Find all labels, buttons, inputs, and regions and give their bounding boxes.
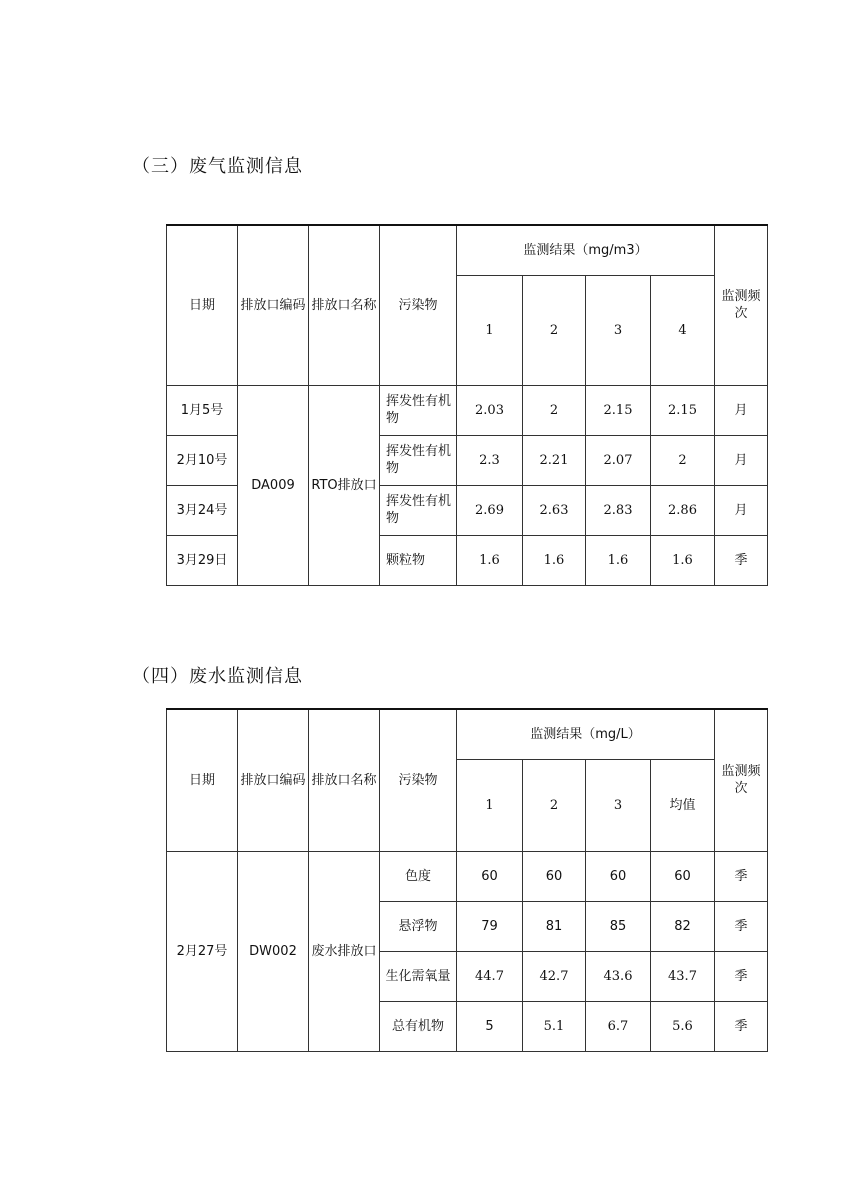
header-col-2: 2 (523, 275, 586, 385)
pollutant-cell: 挥发性有机物 (380, 435, 457, 485)
pollutant-cell: 颗粒物 (380, 535, 457, 585)
value-cell: 2.86 (651, 485, 715, 535)
frequency-cell: 季 (715, 901, 768, 951)
value-cell: 60 (523, 851, 586, 901)
value-cell: 1.6 (523, 535, 586, 585)
value-cell: 1.6 (457, 535, 523, 585)
air-monitoring-table (166, 224, 768, 586)
value-cell: 79 (457, 901, 523, 951)
value-cell: 2.07 (586, 435, 651, 485)
value-cell: 85 (586, 901, 651, 951)
value-cell: 2 (523, 385, 586, 435)
header-col-1: 1 (457, 759, 523, 851)
value-cell: 2 (651, 435, 715, 485)
water-monitoring-table (166, 708, 768, 1052)
value-cell: 2.69 (457, 485, 523, 535)
pollutant-cell: 悬浮物 (380, 901, 457, 951)
header-frequency: 监测频次 (715, 225, 768, 385)
value-cell: 42.7 (523, 951, 586, 1001)
value-cell: 60 (457, 851, 523, 901)
value-cell: 5 (457, 1001, 523, 1051)
frequency-cell: 月 (715, 385, 768, 435)
value-cell: 1.6 (651, 535, 715, 585)
frequency-cell: 季 (715, 535, 768, 585)
value-cell: 2.83 (586, 485, 651, 535)
header-outlet-code: 排放口编码 (238, 709, 309, 851)
pollutant-cell: 挥发性有机物 (380, 485, 457, 535)
pollutant-cell: 色度 (380, 851, 457, 901)
outlet-name-cell: RTO排放口 (309, 385, 380, 585)
frequency-cell: 季 (715, 951, 768, 1001)
header-frequency: 监测频次 (715, 709, 768, 851)
value-cell: 82 (651, 901, 715, 951)
value-cell: 2.21 (523, 435, 586, 485)
frequency-cell: 季 (715, 851, 768, 901)
value-cell: 2.03 (457, 385, 523, 435)
date-cell: 3月29日 (167, 535, 238, 585)
pollutant-cell: 总有机物 (380, 1001, 457, 1051)
table-row (167, 385, 768, 435)
frequency-cell: 季 (715, 1001, 768, 1051)
header-col-3: 3 (586, 275, 651, 385)
pollutant-cell: 生化需氧量 (380, 951, 457, 1001)
header-date: 日期 (167, 709, 238, 851)
value-cell: 43.7 (651, 951, 715, 1001)
header-outlet-code: 排放口编码 (238, 225, 309, 385)
date-cell: 2月27号 (167, 851, 238, 1051)
value-cell: 60 (651, 851, 715, 901)
air-section-heading: （三）废气监测信息 (132, 156, 303, 177)
header-outlet-name: 排放口名称 (309, 709, 380, 851)
value-cell: 5.1 (523, 1001, 586, 1051)
header-outlet-name: 排放口名称 (309, 225, 380, 385)
frequency-cell: 月 (715, 485, 768, 535)
value-cell: 1.6 (586, 535, 651, 585)
header-col-1: 1 (457, 275, 523, 385)
header-col-2: 2 (523, 759, 586, 851)
value-cell: 2.15 (586, 385, 651, 435)
outlet-code-cell: DW002 (238, 851, 309, 1051)
header-results: 监测结果（mg/m3） (457, 225, 715, 275)
value-cell: 2.3 (457, 435, 523, 485)
outlet-code-cell: DA009 (238, 385, 309, 585)
value-cell: 44.7 (457, 951, 523, 1001)
date-cell: 2月10号 (167, 435, 238, 485)
date-cell: 3月24号 (167, 485, 238, 535)
header-col-3: 3 (586, 759, 651, 851)
header-col-4: 4 (651, 275, 715, 385)
header-pollutant: 污染物 (380, 225, 457, 385)
water-section-heading: （四）废水监测信息 (132, 666, 303, 687)
value-cell: 5.6 (651, 1001, 715, 1051)
outlet-name-cell: 废水排放口 (309, 851, 380, 1051)
value-cell: 81 (523, 901, 586, 951)
date-cell: 1月5号 (167, 385, 238, 435)
value-cell: 43.6 (586, 951, 651, 1001)
frequency-cell: 月 (715, 435, 768, 485)
header-date: 日期 (167, 225, 238, 385)
value-cell: 6.7 (586, 1001, 651, 1051)
pollutant-cell: 挥发性有机物 (380, 385, 457, 435)
table-row (167, 851, 768, 901)
header-col-mean: 均值 (651, 759, 715, 851)
value-cell: 60 (586, 851, 651, 901)
header-pollutant: 污染物 (380, 709, 457, 851)
value-cell: 2.15 (651, 385, 715, 435)
header-results: 监测结果（mg/L） (457, 709, 715, 759)
value-cell: 2.63 (523, 485, 586, 535)
